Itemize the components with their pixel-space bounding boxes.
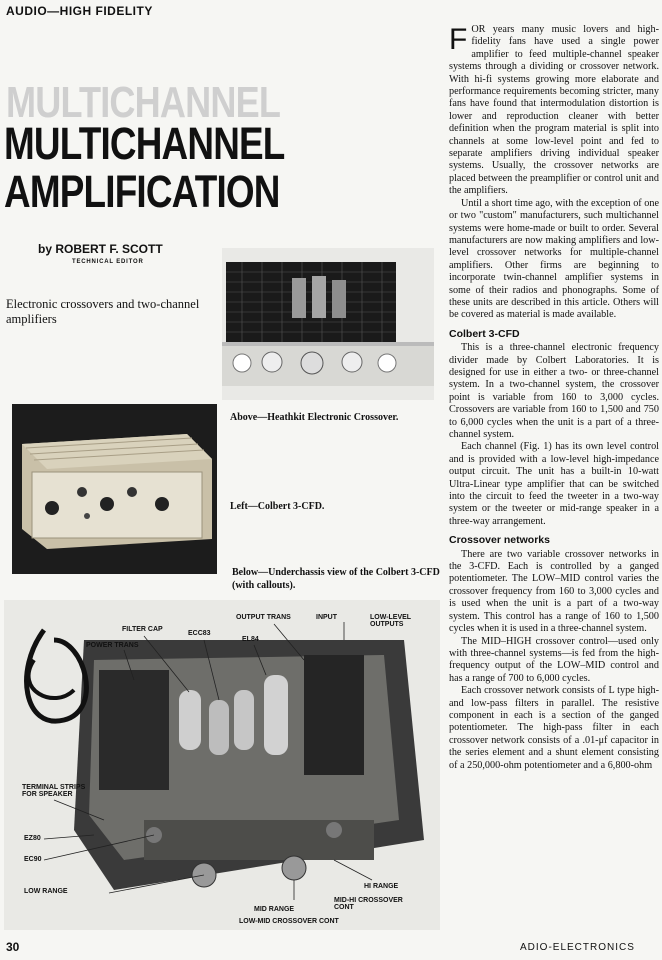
callout-low-mid-crossover: LOW-MID CROSSOVER CONT [239,918,339,925]
article-column [449,24,659,772]
callout-ec90: EC90 [24,856,42,863]
byline-author: by ROBERT F. SCOTT [38,242,163,256]
callout-filter-cap: FILTER CAP [122,626,163,633]
callout-hi-range: HI RANGE [364,883,399,890]
caption-below: Below—Underchassis view of the Colbert 3-CFD (with callouts). [232,567,440,591]
heading-crossover-networks: Crossover networks [449,534,550,547]
paragraph-6: The MID–HIGH crossover control—used only with three-channel systems—is fed from the high-frequency output of the LOW–MID control and has a range of 700 to 6,000 cycles. [449,635,659,684]
paragraph-4: Each channel (Fig. 1) has its own level control and is provided with a low-level high-impedance output circuit. The unit has a built-in 10-watt Ultra-Linear type amplifier that can be switched into the circuit to feed the tweeter in a two-way system or the tweeter or mid-range speaker in a three-way arrangement. [449,441,659,527]
heading-colbert: Colbert 3-CFD [449,327,520,340]
paragraph-5: There are two variable crossover networks in the 3-CFD. Each is controlled by a ganged potentiometer. The LOW–MID control varies the crossover frequency from 160 to 3,000 cycles and is used when the unit is a part of a two-way system. This control has a range of 160 to 1,500 cycles when it is used in a three-channel system. [449,548,659,635]
heathkit-illustration [222,248,434,400]
page-number: 30 [6,940,20,954]
paragraph-1: FOR years many music lovers and high-fidelity fans have used a single power amplifier to feed multiple-channel speaker systems through a dividing or crossover network. With hi-fi systems growing more elaborate and performance requirements becoming stricter, many fans have found that intermodulation distortion is lower and reproduction cleaner with better definition when the program material is split into channels at some low-level point and fed to separate amplifiers driving individual speaker systems. Usually, the crossover networks are placed between the preamplifier or control unit and the amplifiers. [449,23,659,197]
paragraph-3: This is a three-channel electronic frequency divider made by Colbert Laboratories. It is designed for use in either a two- or three-channel system. In a two-channel system, the crossover point is variable from 160 to 3,000 cycles. Crossovers are variable from 160 to 1,500 and 750 to 6,000 cycles when the unit is a part of a three-channel system. [449,342,659,440]
deck-text: Electronic crossovers and two-channel amplifiers [6,297,200,326]
callout-low-range: LOW RANGE [24,888,68,895]
caption-above: Above—Heathkit Electronic Crossover. [230,412,399,423]
photo-underchassis [4,600,440,930]
underchassis-illustration [4,600,440,930]
photo-colbert [12,404,217,574]
callout-output-trans: OUTPUT TRANS [236,614,291,621]
callout-ecc83: ECC83 [188,630,211,637]
callout-mid-hi-crossover: MID-HI CROSSOVER CONT [334,897,403,911]
caption-left: Left—Colbert 3-CFD. [230,501,325,512]
paragraph-2: Until a short time ago, with the exception of one or two "custom" manufacturers, such multichannel systems were home-made or built to order. Several manufacturers are now making amplifiers and low-level crossover networks for multiple-channel amplifiers. Other firms are beginning to incorporate twin-channel amplifier systems in some of their radios and phonographs. Some of these units are described in this article. Others will be covered as material is made available. [449,197,659,321]
callout-low-level-outputs: LOW-LEVEL OUTPUTS [370,614,411,628]
byline-role: TECHNICAL EDITOR [72,259,144,265]
title-ghost: MULTICHANNEL [6,78,281,127]
callout-mid-range: MID RANGE [254,906,295,913]
photo-heathkit [222,248,434,400]
colbert-illustration [12,404,217,574]
callout-terminal-strips: TERMINAL STRIPS FOR SPEAKER [22,784,86,798]
callout-ez80: EZ80 [24,835,41,842]
callout-el84: EL84 [242,636,259,643]
title-line-2: AMPLIFICATION [4,166,280,217]
footer-magazine: ADIO-ELECTRONICS [520,942,635,953]
callout-input: INPUT [316,614,337,621]
section-header: AUDIO—HIGH FIDELITY [6,4,153,18]
callout-power-trans: POWER TRANS [86,642,139,649]
drop-cap: F [449,23,468,56]
paragraph-7: Each crossover network consists of L type high- and low-pass filters in parallel. The resistive component in each is a section of the ganged potentiometer. The high-pass filter in each crossover network consists of a .01-μf capacitor in the series element and a shunt element consisting of a 250,000-ohm potentiometer and a 6,800-ohm [449,685,659,771]
title-line-1: MULTICHANNEL [4,118,285,169]
